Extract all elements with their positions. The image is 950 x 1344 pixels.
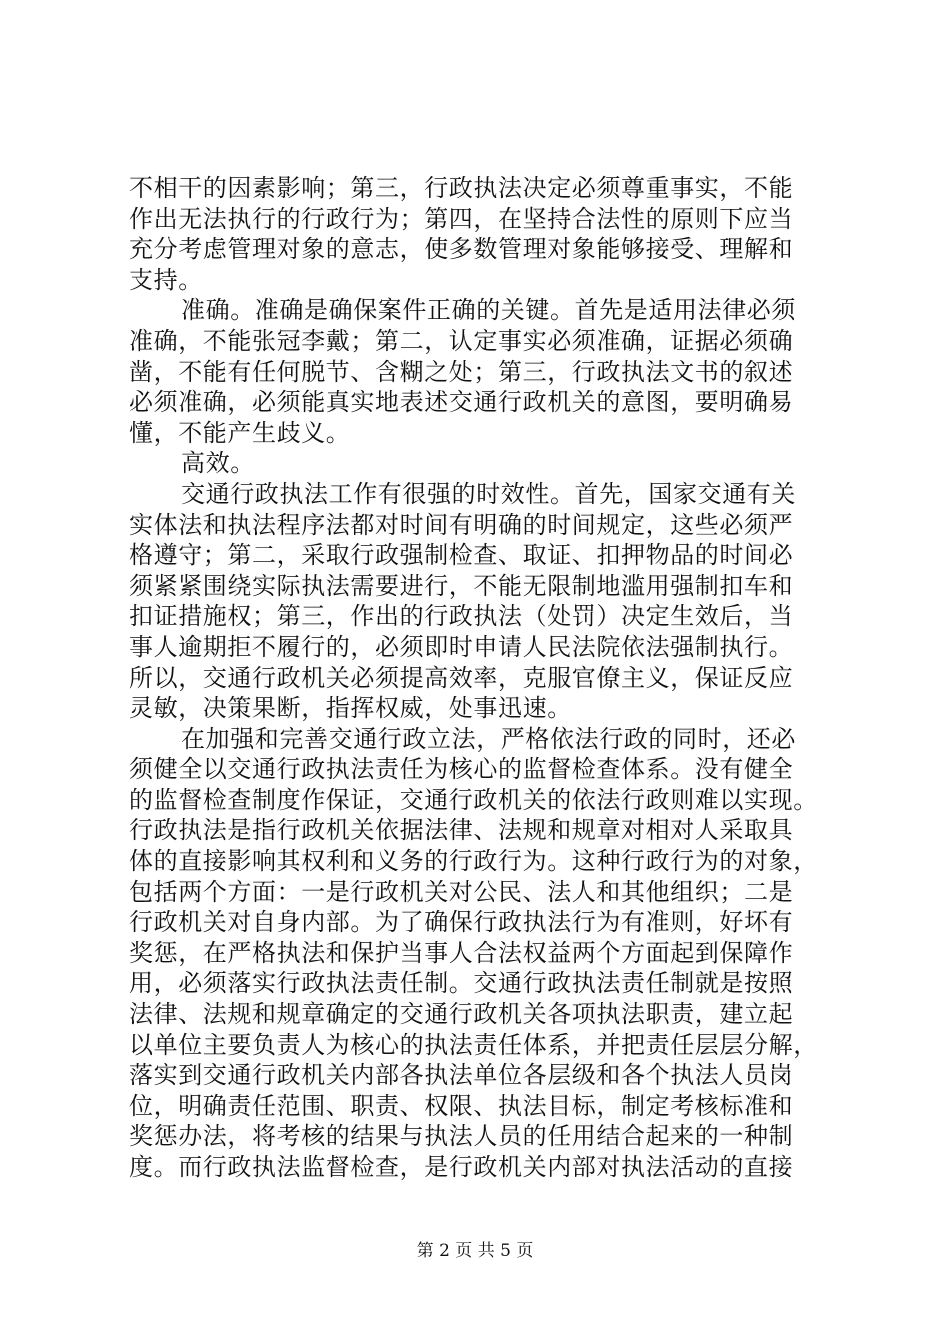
text-line: 支持。 bbox=[129, 265, 203, 294]
text-line: 高效。 bbox=[181, 449, 255, 478]
text-line: 在加强和完善交通行政立法，严格依法行政的同时，还必 bbox=[181, 724, 796, 753]
text-line: 行政执法是指行政机关依据法律、法规和规章对相对人采取具 bbox=[129, 816, 794, 845]
text-line: 体的直接影响其权利和义务的行政行为。这种行政行为的对象， bbox=[129, 847, 818, 876]
text-line: 凿，不能有任何脱节、含糊之处；第三，行政执法文书的叙述 bbox=[129, 357, 794, 386]
text-line: 灵敏，决策果断，指挥权威，处事迅速。 bbox=[129, 694, 572, 723]
text-line: 行政机关对自身内部。为了确保行政执法行为有准则，好坏有 bbox=[129, 908, 794, 937]
text-line: 法律、法规和规章确定的交通行政机关各项执法职责，建立起 bbox=[129, 1000, 794, 1029]
text-line: 奖惩，在严格执法和保护当事人合法权益两个方面起到保障作 bbox=[129, 938, 794, 967]
text-line: 以单位主要负责人为核心的执法责任体系，并把责任层层分解， bbox=[129, 1030, 818, 1059]
text-line: 须健全以交通行政执法责任为核心的监督检查体系。没有健全 bbox=[129, 755, 794, 784]
text-line: 实体法和执法程序法都对时间有明确的时间规定，这些必须严 bbox=[129, 510, 794, 539]
text-line: 作出无法执行的行政行为；第四，在坚持合法性的原则下应当 bbox=[129, 204, 794, 233]
text-line: 奖惩办法，将考核的结果与执法人员的任用结合起来的一种制 bbox=[129, 1122, 794, 1151]
text-line: 格遵守；第二，采取行政强制检查、取证、扣押物品的时间必 bbox=[129, 541, 794, 570]
text-line: 不相干的因素影响；第三，行政执法决定必须尊重事实，不能 bbox=[129, 174, 794, 202]
text-line: 包括两个方面：一是行政机关对公民、法人和其他组织；二是 bbox=[129, 877, 794, 906]
text-line: 充分考虑管理对象的意志，使多数管理对象能够接受、理解和 bbox=[129, 235, 794, 264]
text-line: 落实到交通行政机关内部各执法单位各层级和各个执法人员岗 bbox=[129, 1061, 794, 1090]
text-line: 的监督检查制度作保证，交通行政机关的依法行政则难以实现。 bbox=[129, 785, 818, 814]
text-line: 用，必须落实行政执法责任制。交通行政执法责任制就是按照 bbox=[129, 969, 794, 998]
text-line: 位，明确责任范围、职责、权限、执法目标，制定考核标准和 bbox=[129, 1091, 794, 1120]
text-line: 所以，交通行政机关必须提高效率，克服官僚主义，保证反应 bbox=[129, 663, 794, 692]
text-line: 准确。准确是确保案件正确的关键。首先是适用法律必须 bbox=[181, 296, 796, 325]
text-line: 懂，不能产生歧义。 bbox=[129, 418, 351, 447]
text-line: 事人逾期拒不履行的，必须即时申请人民法院依法强制执行。 bbox=[129, 632, 794, 661]
text-line: 须紧紧围绕实际执法需要进行，不能无限制地滥用强制扣车和 bbox=[129, 571, 794, 600]
text-line: 必须准确，必须能真实地表述交通行政机关的意图，要明确易 bbox=[129, 388, 794, 417]
page-footer: 第 2 页 共 5 页 bbox=[416, 1241, 534, 1261]
body-text bbox=[129, 173, 829, 1183]
text-line: 准确，不能张冠李戴；第二，认定事实必须准确，证据必须确 bbox=[129, 326, 794, 355]
text-line: 交通行政执法工作有很强的时效性。首先，国家交通有关 bbox=[181, 479, 796, 508]
text-line: 扣证措施权；第三，作出的行政执法（处罚）决定生效后，当 bbox=[129, 602, 794, 631]
text-line: 度。而行政执法监督检查，是行政机关内部对执法活动的直接 bbox=[129, 1153, 794, 1181]
